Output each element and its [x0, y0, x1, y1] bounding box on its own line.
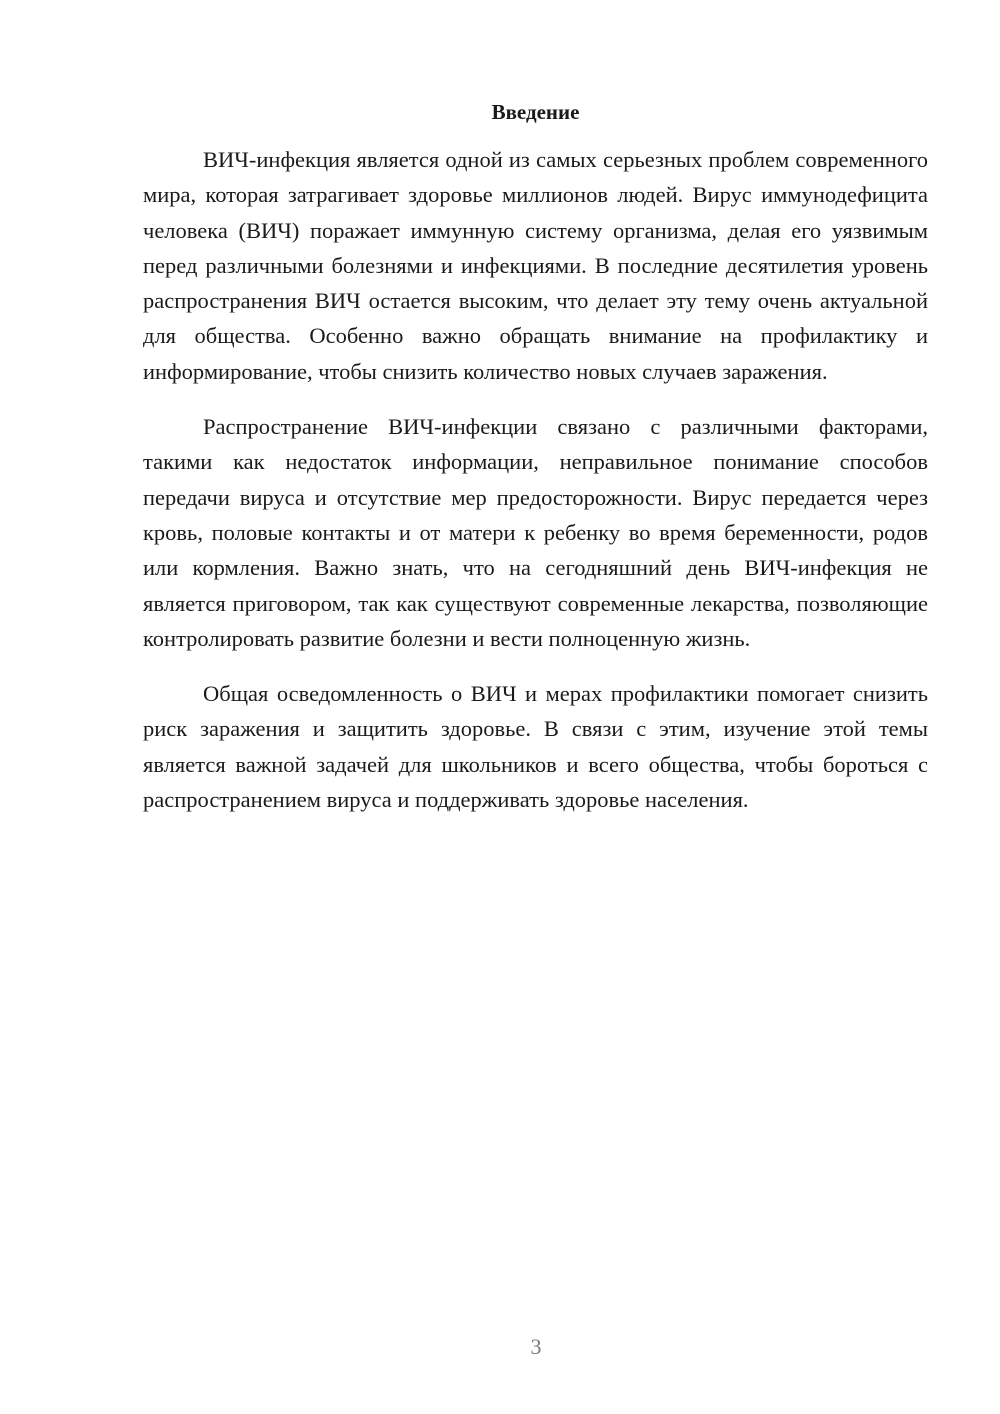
section-title: Введение	[491, 100, 580, 124]
paragraph-1: ВИЧ-инфекция является одной из самых серьезных проблем современного мира, которая затрагивает здоровье миллионов людей. Вирус иммунодефицита человека (ВИЧ) поражает иммунную систему организма, делая его уязвимым перед различными болезнями и инфекциями. В последние десятилетия уровень распространения ВИЧ остается высоким, что делает эту тему очень актуальной для общества. Особенно важно обращать внимание на профилактику и информирование, чтобы снизить количество новых случаев заражения.	[143, 147, 928, 384]
page-content	[143, 96, 928, 837]
paragraph-3: Общая осведомленность о ВИЧ и мерах профилактики помогает снизить риск заражения и защитить здоровье. В связи с этим, изучение этой темы является важной задачей для школьников и всего общества, чтобы бороться с распространением вируса и поддерживать здоровье населения.	[143, 681, 928, 813]
paragraph-2: Распространение ВИЧ-инфекции связано с различными факторами, такими как недостаток информации, неправильное понимание способов передачи вируса и отсутствие мер предосторожности. Вирус передается через кровь, половые контакты и от матери к ребенку во время беременности, родов или кормления. Важно знать, что на сегодняшний день ВИЧ-инфекция не является приговором, так как существуют современные лекарства, позволяющие контролировать развитие болезни и вести полноценную жизнь.	[143, 414, 928, 651]
page-number: 3	[530, 1334, 542, 1359]
